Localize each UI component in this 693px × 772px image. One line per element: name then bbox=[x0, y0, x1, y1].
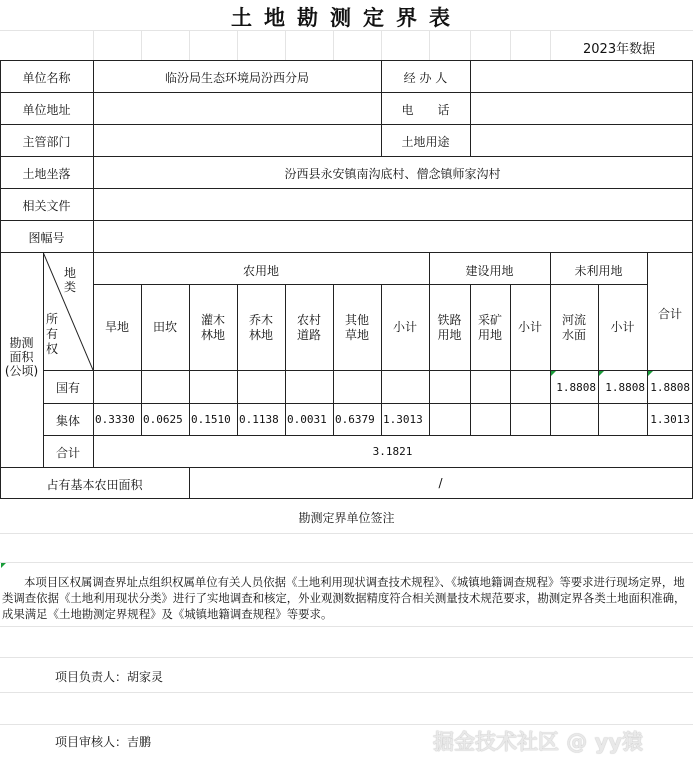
table-cell: 1.3013 bbox=[383, 413, 423, 426]
table-cell: 0.0625 bbox=[143, 413, 183, 426]
col-header: 河流 水面 bbox=[561, 313, 586, 342]
unit-address-field[interactable] bbox=[93, 92, 381, 124]
survey-note: 本项目区权属调查界址点组织权属单位有关人员依据《土地利用现状调查技术规程》、《城镇地籍调查规程》等要求进行现场定界，地类调查依据《土地利用现状分类》进行了实地调查和核定，外业观测数据精度符合相关测量技术规范要求，勘测定界各类土地面积准确，成果满足《土地勘测定界规程》及《城镇地籍调查规程》等要求。 bbox=[2, 575, 686, 621]
category-corner-label: 地 类 bbox=[63, 266, 76, 294]
basic-farmland-label: 占有基本农田面积 bbox=[46, 478, 143, 492]
handler-label: 经 办 人 bbox=[403, 71, 448, 85]
col-header: 小计 bbox=[610, 320, 635, 334]
sheet-no-label: 图幅号 bbox=[28, 231, 65, 245]
table-cell: 0.1510 bbox=[191, 413, 231, 426]
project-reviewer-name: 吉鹏 bbox=[127, 735, 152, 749]
row-label-collective: 集体 bbox=[55, 414, 80, 428]
table-cell: 0.3330 bbox=[95, 413, 135, 426]
ownership-corner-label: 所 有 权 bbox=[45, 312, 58, 356]
survey-area-label: 勘测 面积 (公顷) bbox=[4, 336, 39, 378]
cell-marker bbox=[648, 371, 653, 376]
row-label-total: 合计 bbox=[55, 446, 80, 460]
col-header: 铁路 用地 bbox=[437, 313, 462, 342]
project-lead-label: 项目负责人：胡家灵 bbox=[55, 670, 164, 684]
handler-field[interactable] bbox=[470, 60, 692, 92]
project-lead-name: 胡家灵 bbox=[127, 670, 164, 684]
col-header: 灌木 林地 bbox=[200, 313, 225, 342]
watermark: 掘金技术社区 @ yy猿 bbox=[433, 730, 643, 754]
unit-address-label: 单位地址 bbox=[22, 103, 71, 117]
table-cell-total: 1.8808 bbox=[650, 381, 690, 394]
group-total: 合计 bbox=[657, 307, 682, 321]
table-cell: 0.0031 bbox=[287, 413, 327, 426]
project-reviewer-label: 项目审核人：吉鹏 bbox=[55, 735, 152, 749]
location-value: 汾西县永安镇南沟底村、僧念镇师家沟村 bbox=[284, 167, 501, 181]
col-header: 其他 草地 bbox=[344, 313, 369, 342]
year-note: 2023年数据 bbox=[583, 42, 656, 57]
table-cell-total: 1.3013 bbox=[650, 413, 690, 426]
cell-marker bbox=[551, 371, 556, 376]
group-unused: 未利用地 bbox=[574, 264, 623, 278]
col-header: 乔木 林地 bbox=[248, 313, 273, 342]
supervisor-label: 主管部门 bbox=[22, 135, 71, 149]
table-cell: 0.6379 bbox=[335, 413, 375, 426]
group-agricultural: 农用地 bbox=[242, 264, 279, 278]
group-construction: 建设用地 bbox=[465, 264, 514, 278]
col-header: 小计 bbox=[392, 320, 417, 334]
col-header: 采矿 用地 bbox=[477, 313, 502, 342]
unit-name-label: 单位名称 bbox=[22, 71, 71, 85]
table-cell: 1.8808 bbox=[605, 381, 645, 394]
land-use-label: 土地用途 bbox=[401, 135, 450, 149]
signature-section-title: 勘测定界单位签注 bbox=[298, 511, 395, 525]
page-title: 土地勘测定界表 bbox=[231, 5, 462, 30]
table-cell: 0.1138 bbox=[239, 413, 279, 426]
row-label-state: 国有 bbox=[55, 381, 80, 395]
related-docs-label: 相关文件 bbox=[22, 199, 71, 213]
grand-total-value: 3.1821 bbox=[372, 445, 413, 458]
col-header: 农村 道路 bbox=[296, 313, 321, 342]
col-header: 田坎 bbox=[152, 320, 177, 334]
land-use-field[interactable] bbox=[470, 124, 692, 156]
cell-marker bbox=[599, 371, 604, 376]
related-docs-field[interactable] bbox=[93, 188, 692, 220]
phone-label: 电 话 bbox=[401, 103, 450, 117]
unit-name-value: 临汾局生态环境局汾西分局 bbox=[164, 71, 309, 85]
sheet-no-field[interactable] bbox=[93, 220, 692, 252]
col-header: 旱地 bbox=[104, 320, 129, 334]
col-header: 小计 bbox=[517, 320, 542, 334]
basic-farmland-value: / bbox=[438, 476, 443, 490]
location-label: 土地坐落 bbox=[22, 167, 71, 181]
cell-marker bbox=[1, 563, 6, 568]
supervisor-field[interactable] bbox=[93, 124, 381, 156]
table-cell: 1.8808 bbox=[556, 381, 596, 394]
phone-field[interactable] bbox=[470, 92, 692, 124]
